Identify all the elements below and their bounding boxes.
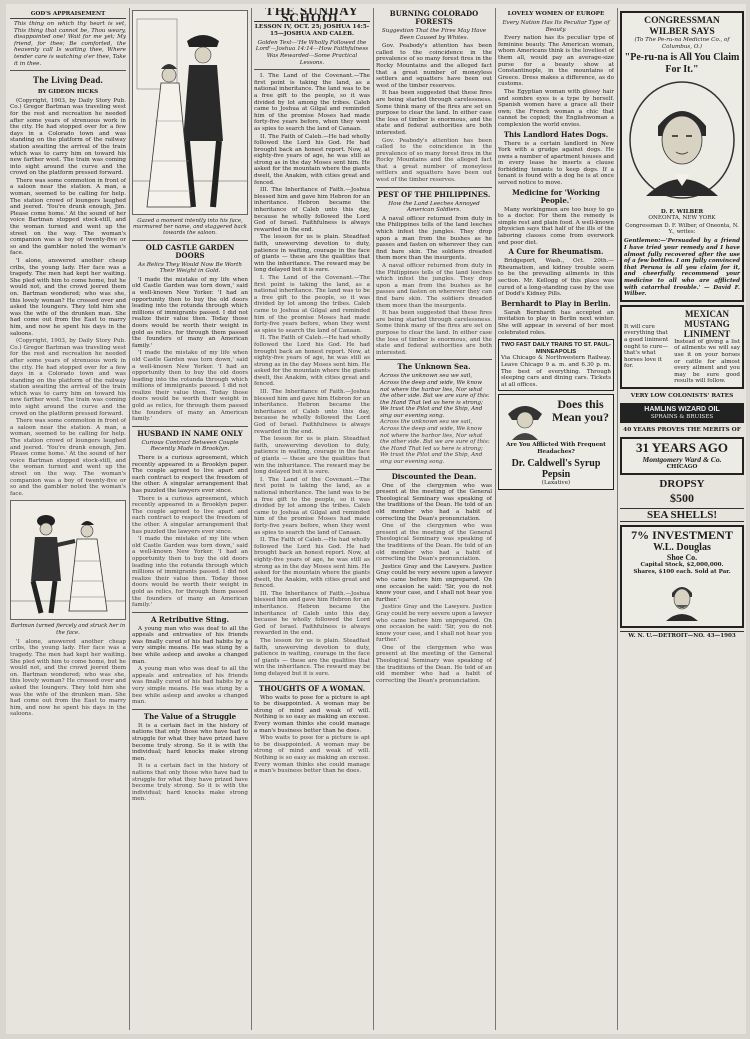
story-body: One of the clergymen who was present at the meeting of the General Theological Seminary was speaking of the traditions of the Dean. He told of an old member who had a habit of correcting the Dean's pronunciation. — [376, 523, 492, 563]
headline-husband: HUSBAND IN NAME ONLY — [137, 428, 243, 438]
illustration-couple — [132, 10, 248, 215]
lesson-body: I. The Land of the Covenant.—The first point is taking the land, as a national inheritance. The land was to be a free gift to the people, so it was divided by lot among the tribes. Caleb came to Joshua at Gilgal and reminded him of the promise Moses had made forty-five years before, when they went as spies to search the land of Canaan. — [254, 274, 370, 334]
story-body: (Copyright, 1903, by Daily Story Pub. Co.) Gregor Bartman was traveling west for the rest and recreation he needed after some years of strenuous work in the city. He had stopped over for a few days in a Colorado town and was standing on the platform of the railway station awaiting the arrival of the train which was to carry him on toward his new farther west. The train was coming into sight around the curve and the crowd on the platform pressed forward. — [10, 338, 126, 417]
railway-ad-body: Via Chicago & Northwestern Railway. Leave Chicago 9 a. m. and 6.30 p. m. The best of everything. Through sleeping cars and dining cars. Tickets at all offices. — [501, 355, 611, 388]
story-body: Gov. Peabody's attention has been called to the coincidence in the prevalence of so many forest fires in the Rocky Mountains and the alleged fact that a great number of moneyless settlers and squatters have been out west of the timber reserves. — [376, 43, 492, 89]
story-body: 'I made the mistake of my life when old Castle Garden was torn down,' said a well-known New Yorker. 'I had an opportunity then to buy the old doors leading into the rotunda through which millions of immigrants passed. I did not realize their value then. Today those doors would be worth their weight in gold as relics, for through them passed the founders of many an American family.' — [132, 536, 248, 609]
syrup-pepsin-ad — [498, 394, 614, 490]
divider — [132, 426, 248, 427]
douglas-title: W.L. Douglas — [653, 542, 711, 554]
shares-line: Shares, $100 each. Sold at Par. — [633, 568, 731, 575]
column-1 — [10, 8, 126, 1030]
lesson-body: The lesson for us is plain. Steadfast faith, unswerving devotion to duty, patience in waiting, courage in the face of giants — these are the qualities that win the inheritance. The reward may be long delayed but it is sure. — [254, 234, 370, 274]
lesson-body: I. The Land of the Covenant.—The first point is taking the land, as a national inheritance. The land was to be a free gift to the people, so it was divided by lot among the tribes. Caleb came to Joshua at Gilgal and reminded him of the promise Moses had made forty-five years before, when they went as spies to search the land of Canaan. — [254, 73, 370, 132]
column-rule — [251, 8, 252, 1030]
illustration-figures — [11, 501, 125, 619]
col1-verse: This thing on which thy heart is set, This thing that cannot be, Thou weary, disappointed one! Wait for me yet; My friend, for thee; Be comforted, the heavenly call Is waiting thee, Where tender care is watching o'er thee, Take it in thee. — [14, 21, 126, 67]
column-2 — [132, 8, 248, 1030]
ad-question: Does this Mean you? — [552, 397, 609, 425]
story-body: Who waits to pose for a picture is apt to be disappointed. A woman may be strong of mind and weak of will. Nothing is so easy as making an excuse. Every woman thinks she could manage a man's business better than he does. — [254, 735, 370, 775]
lesson-body: I. The Land of the Covenant.—The first point is taking the land, as a national inheritance. The land was to be a free gift to the people, so it was divided by lot among the tribes. Caleb came to Joshua at Gilgal and reminded him of the promise Moses had made forty-five years before, when they went as spies to search the land of Canaan. — [254, 476, 370, 536]
lesson-body: II. The Faith of Caleb.—He had wholly followed the Lord his God. He had brought back an honest report. Now, at eighty-five years of age, he was still as strong as in the day Moses sent him. He asked for the mountain where the giants dwelt, the Anakim, with cities great and fenced. — [254, 133, 370, 186]
divider — [376, 359, 492, 360]
subhead: Every Nation Has Its Peculiar Type of Beauty. — [502, 20, 610, 33]
mexican-text-block — [624, 324, 671, 370]
hamlins-ad — [620, 403, 744, 424]
headline-thoughts-woman: THOUGHTS OF A WOMAN. — [258, 683, 366, 693]
lesson-body: II. The Faith of Caleb.—He had wholly followed the Lord his God. He had brought back an honest report. Now, at eighty-five years of age, he was still as strong as in the day Moses sent him. He asked for the mountain where the giants dwelt, the Anakim, with cities great and fenced. — [254, 335, 370, 388]
montgomery-ward-ad — [620, 437, 744, 475]
story-body: One of the clergymen who was present at the meeting of the General Theological Seminary was speaking of the traditions of the Dean. He told of an old member who had a habit of correcting the Dean's pronunciation. — [376, 482, 492, 522]
poem-body: Across the unknown sea we sail, Across the deep and wide, We know not where the harbor lies, Nor what the other side. But we are sure of this: the Hand That led us here is strong; We trust the Pilot and the Ship, And sing our evening song. — [380, 373, 490, 419]
divider — [254, 681, 370, 682]
headline-colorado-forests: BURNING COLORADO FORESTS — [389, 9, 479, 26]
railway-ad-title: TWO FAST DAILY TRAINS TO ST. PAUL-MINNEAPOLIS — [501, 342, 611, 355]
lesson-body: II. The Faith of Caleb.—He had wholly followed the Lord his God. He had brought back an honest report. Now, at eighty-five years of age, he was still as strong as in the day Moses sent him. He asked for the mountain where the giants dwelt, the Anakim, with cities great and fenced. — [254, 537, 370, 590]
story-body: 'I made the mistake of my life when old Castle Garden was torn down,' said a well-known New Yorker. 'I had an opportunity then to buy the old doors leading into the rotunda through which millions of immigrants passed. I did not realize their value then. Today those doors would be worth their weight in gold as relics, for through them passed the founders of many an American family.' — [132, 276, 248, 349]
story-body: It is a certain fact in the history of nations that only those who have had to struggle for what they have prized have become truly strong. So it is with the individual; hard knocks make strong men. — [132, 722, 248, 762]
ad-product: Dr. Caldwell's Syrup Pepsin — [511, 457, 601, 480]
story-body: A young man who was deaf to all the appeals and entreaties of his friends was finally cured of his bad habits by a very simple means. He was stung by a bee while asleep and awoke a changed man. — [132, 666, 248, 706]
peruna-testimonial: Gentlemen:—'Persuaded by a friend I have tried your remedy and I have almost fully recovered after the use of a few bottles. I am fully convinced that Peruna is all you claim for it, and cheerfully recommend your medicine to all who are afflicted with catarrhal trouble.' — David F. Wilber. — [624, 238, 740, 298]
lesson-body: The lesson for us is plain. Steadfast faith, unswerving devotion to duty, patience in waiting, courage in the face of giants — these are the qualities that win the inheritance. The reward may be long delayed but it is sure. — [254, 436, 370, 476]
column-3 — [254, 8, 370, 1030]
dropsy-title: DROPSY — [659, 478, 705, 491]
story-body: (Copyright, 1903, by Daily Story Pub. Co.) Gregor Bartman was traveling west for the rest and recreation he needed after some years of strenuous work in the city. He had stopped over for a few days in a Colorado town and was standing on the platform of the railway station awaiting the arrival of the train which was to carry him on toward his new farther west. The train was coming into sight around the curve and the crowd on the platform pressed forward. — [10, 97, 126, 177]
story-body: Who waits to pose for a picture is apt to be disappointed. A woman may be strong of mind and weak of will. Nothing is so easy as making an excuse. Every woman thinks she could manage a man's business better than he does. — [254, 694, 370, 734]
hamlins-title: HAMLINS WIZARD OIL — [644, 405, 720, 413]
chicago-label: CHICAGO — [666, 464, 698, 471]
peruna-ad-headline: "Pe-ru-na is All You Claim For It." — [624, 52, 740, 76]
story-body: 'I alone, answered another cheap cribs, the young lady. Her face was a tragedy. The men had kept her waiting. She pled with him to come home, but he would not, and the crowd jeered them on. Bartman wondered; who was she, this lovely woman? He crossed over and asked the loungers. They told him she was the wife of the drunken man. She had come out from the East to marry him, and now he spent his days in the saloons. — [10, 258, 126, 337]
story-body: Gov. Peabody's attention has been called to the coincidence in the prevalence of so many forest fires in the Rocky Mountains and the alleged fact that a great number of moneyless settlers and squatters have been out west of the timber reserves. — [376, 137, 492, 184]
seashells-title: SEA SHELLS! — [620, 508, 744, 522]
illustration-figures — [133, 11, 247, 214]
years-ago-title: 31 YEARS AGO — [636, 440, 728, 456]
story-body: 'I alone, answered another cheap cribs, the young lady. Her face was a tragedy. The men had kept her waiting. She pled with him to come home, but he would not, and the crowd jeered them on. Bartman wondered; who was she, this lovely woman? He crossed over and asked the loungers. They told him she was the wife of the drunken man. She had come out from the East to marry him, and now he spent his days in the saloons. — [10, 638, 126, 718]
column-rule — [373, 8, 374, 1030]
column-5 — [498, 8, 614, 1030]
lesson-title: LESSON IV, OCT. 25; JOSHUA 14:5-15—JOSHUA AND CALEB. — [254, 24, 370, 37]
railway-ad — [498, 339, 614, 391]
byline: BY GIDEON HICKS — [37, 89, 99, 96]
divider — [254, 69, 370, 70]
divider — [376, 469, 492, 470]
story-title-living-dead: The Living Dead. — [33, 75, 103, 86]
illustration-caption: Gazed a moment intently into his face, murmured her name, and staggered back towards the saloon. — [132, 218, 247, 237]
story-body: One of the clergymen who was present at the meeting of the General Theological Seminary was speaking of the traditions of the Dean. He told of an old member who had a habit of correcting the Dean's pronunciation. — [376, 644, 492, 684]
divider — [10, 70, 126, 71]
section-header-sunday-school: THE SUNDAY SCHOOL — [254, 8, 370, 22]
column-4 — [376, 8, 492, 1030]
story-body: A naval officer returned from duty in the Philippines tells of the land leeches which infest the jungles. They drop upon a man from the bushes as he passes and fasten on wherever they can find bare skin. The soldiers dreaded them more than the insurgents. — [376, 263, 492, 309]
illustration-bartman — [10, 500, 126, 620]
newspaper-page — [6, 4, 746, 1034]
douglas-portrait — [662, 577, 702, 621]
ad-product-sub: (Laxative) — [541, 479, 571, 486]
poem-body: Across the unknown sea we sail, Across the deep and wide, We know not where the harbor lies, Nor what the other side. But we are sure of this: the Hand That led us here is strong; We trust the Pilot and the Ship, And sing our evening song. — [380, 419, 490, 466]
shoe-co-title: Shoe Co. — [666, 553, 698, 563]
divider — [376, 187, 492, 188]
portrait-name: D. F. WILBER — [660, 208, 704, 215]
headline-castle-garden: OLD CASTLE GARDEN DOORS — [145, 242, 235, 260]
story-body: Many workingmen are too busy to go to a doctor. For them the remedy is simple rest and plain food. A well-known physician says that half of the ills of the laboring classes come from overwork and poor diet. — [498, 206, 614, 246]
hamlins-sub: SPRAINS & BRUISES — [650, 413, 714, 420]
woman-portrait-icon — [502, 398, 548, 440]
subhead: Suggestion That the Fires May Have Been Caused by Whites. — [381, 28, 487, 41]
golden-text: Golden Text—'He Wholly Followed the Lord'—Joshua 14:14—How Faithfulness Was Rewarded—Some Practical Lessons. — [255, 39, 369, 66]
divider — [132, 709, 248, 710]
story-body: 'I made the mistake of my life when old Castle Garden was torn down,' said a well-known New Yorker. 'I had an opportunity then to buy the old doors leading into the rotunda through which millions of immigrants passed. I did not realize their value then. Today those doors would be worth their weight in gold as relics, for through them passed the founders of many an American family.' — [132, 350, 248, 423]
story-body: There is a curious agreement, which recently appeared in a Brooklyn paper. The couple agreed to live apart and each contract to respect the freedom of the other. A singular arrangement that has puzzled the lawyers ever since. — [132, 455, 248, 495]
wnu-footer: W. N. U.—DETROIT—NO. 43—1903 — [620, 631, 744, 640]
column-6-ads — [620, 8, 744, 1030]
story-body: There is a curious agreement, which recently appeared in a Brooklyn paper. The couple agreed to live apart and each contract to respect the freedom of the other. A singular arrangement that has puzzled the lawyers ever since. — [132, 495, 248, 535]
peruna-ad — [620, 11, 744, 302]
lesson-body: The lesson for us is plain. Steadfast faith, unswerving devotion to duty, patience in waiting, courage in the face of giants — these are the qualities that win the inheritance. The reward may be long delayed but it is sure. — [254, 638, 370, 677]
story-body: It has been suggested that these fires are being started through carelessness. Some think many of the fires are set on purpose to clear the land. In either case the loss of timber is enormous, and the state and federal authorities are both interested. — [376, 310, 492, 356]
subhead: As Relics They Would Now Be Worth Their Weight in Gold. — [138, 261, 242, 275]
years-proves-headline: 40 YEARS PROVES THE MERITS OF — [623, 427, 741, 434]
mexican-mustang-ad — [620, 305, 744, 389]
headline-rheumatism: A Cure for Rheumatism. — [508, 247, 604, 257]
story-body: There was some commotion in front of a saloon near the station. A man, a woman, seemed to be calling for help. The station crowd of loungers laughed and jeered. 'You're drunk enough, Jim. Please come home.' At the sound of her voice Bartman stopped stock-still, and the woman turned and went up the street on the way. The woman's companion was a boy of twenty-five or so and the gambler noted the woman's face. — [10, 418, 126, 497]
headline-lovely-women: LOVELY WOMEN OF EUROPE — [507, 11, 605, 17]
headline-philippines: PEST OF THE PHILIPPINES. — [377, 189, 491, 199]
peruna-caption: Congressman D. F. Wilber, of Oneonta, N. Y., writes: — [625, 222, 739, 236]
headline-bernhardt: Bernhardt to Play in Berlin. — [501, 298, 611, 308]
column-rule — [495, 8, 496, 1030]
story-body: Justice Gray and the Lawyers. Justice Gray could be very severe upon a lawyer who came before him unprepared. On one occasion he said: 'Sir, you do not know your case, and I shall not hear you further.' — [376, 604, 492, 644]
poem-title: The Unknown Sea. — [397, 362, 471, 372]
ad-line: Are You Afflicted With Frequent Headaches? — [506, 442, 606, 455]
story-body: It is a certain fact in the history of nations that only those who have had to struggle for what they have prized have become truly strong. So it is with the individual; hard knocks make strong men. — [132, 763, 248, 803]
capital-line: Capital Stock, $2,000,000. — [640, 562, 724, 569]
column-rule — [129, 8, 130, 1030]
subhead: How the Land Leeches Annoyed American Soldiers. — [388, 200, 480, 214]
divider — [132, 612, 248, 613]
headline-landlord: This Landlord Hates Dogs. — [503, 129, 609, 139]
mexican-title: MEXICAN MUSTANG LINIMENT — [683, 308, 731, 339]
price-title: $500 — [670, 491, 694, 506]
story-body: Justice Gray and the Lawyers. Justice Gray could be very severe upon a lawyer who came before him unprepared. On one occasion he said: 'Sir, you do not know your case, and I shall not hear you further.' — [376, 563, 492, 603]
headline-retributive: A Retributive Sting. — [151, 614, 229, 624]
lesson-body: III. The Inheritance of Faith.—Joshua blessed him and gave him Hebron for an inheritance. Hebron became the inheritance of Caleb unto this day, because he wholly followed the Lord God of Israel. Faithfulness is always rewarded in the end. — [254, 389, 370, 435]
story-body: It has been suggested that these fires are being started through carelessness. Some think many of the fires are set on purpose to clear the land. In either case the loss of timber is enormous, and the state and federal authorities are both interested. — [376, 90, 492, 136]
story-body: Bridgeport, Wash., Oct. 20th.—Rheumatism, and kidney trouble seem to be the prevailing ailments in this section. Mr. Kellogg of this place was cured of a long-standing case by the use of Dodd's Kidney Pills. — [498, 258, 614, 298]
peruna-ad-sub: (To The Pe-ru-na Medicine Co., of Columbus, O.) — [634, 37, 730, 50]
montgomery-title: Montgomery Ward & Co. — [642, 455, 722, 465]
low-rates-headline: VERY LOW COLONISTS' RATES — [630, 392, 734, 399]
story-body: There was some commotion in front of a saloon near the station. A man, a woman, seemed to be calling for help. The station crowd of loungers laughed and jeered. 'You're drunk enough, Jim. Please come home.' At the sound of her voice Bartman stopped stock-still, and the woman turned and went up the street on the way. The woman's companion was a boy of twenty-five or so and the gambler noted the woman's face. — [10, 177, 126, 257]
story-body: Every nation has its peculiar type of feminine beauty. The American woman, whom Americans think is the loveliest of them all, would pay an average-size purse for a beauty show at Constantinople, in the mountains of Greece. Dress makes a difference, as do customs. — [498, 35, 614, 88]
investment-title: 7% INVESTMENT — [631, 528, 733, 543]
mexican-side: It will cure everything that a good liniment ought to cure—that's what horses love it for. — [624, 323, 669, 370]
story-body: Sarah Bernhardt has accepted an invitation to play in Berlin next winter. She will appear in several of her most celebrated roles. — [498, 309, 614, 336]
lesson-body: III. The Inheritance of Faith.—Joshua blessed him and gave him Hebron for an inheritance. Hebron became the inheritance of Caleb unto this day, because he wholly followed the Lord God of Israel. Faithfulness is always rewarded in the end. — [254, 187, 370, 233]
peruna-ad-title: CONGRESSMAN WILBER SAYS — [644, 15, 720, 37]
mexican-text: Instead of giving a list of ailments we will say use it on your horses or cattle for almost every ailment and you may be sure good results will follow. — [674, 338, 740, 385]
divider — [132, 240, 248, 241]
story-body: There is a certain landlord in New York with a grudge against dogs. He owns a number of apartment houses and in every lease he inserts a clause forbidding tenants to keep dogs. If a tenant is found with a dog he is at once served notice to move. — [498, 140, 614, 187]
headline-medicine: Medicine for 'Working People.' — [512, 187, 600, 205]
story-body: A young man who was deaf to all the appeals and entreaties of his friends was finally cured of his bad habits by a very simple means. He was stung by a bee while asleep and awoke a changed man. — [132, 625, 248, 665]
headline-discounted-dean: Discounted the Dean. — [391, 471, 477, 481]
story-body: A naval officer returned from duty in the Philippines tells of the land leeches which infest the jungles. They drop upon a man from the bushes as he passes and fasten on wherever they can find bare skin. The soldiers dreaded them more than the insurgents. — [376, 215, 492, 262]
mexican-title-block — [674, 309, 740, 385]
illustration-caption: Bartman turned fiercely and struck her in the face. — [10, 623, 126, 636]
congressman-portrait — [624, 78, 740, 206]
headline-struggle: The Value of a Struggle — [143, 711, 237, 721]
story-body: The Egyptian woman with glossy hair and sombre eyes is a type by herself. Spanish women have a grace all their own; the French woman a chic that cannot be copied; the Englishwoman a complexion the world envies. — [498, 88, 614, 128]
column-rule — [617, 8, 618, 1030]
portrait-place: ONEONTA, NEW YORK — [648, 215, 716, 222]
col1-header: GOD'S APPRAISEMENT — [10, 10, 126, 19]
lesson-body: III. The Inheritance of Faith.—Joshua blessed him and gave him Hebron for an inheritance. Hebron became the inheritance of Caleb unto this day, because he wholly followed the Lord God of Israel. Faithfulness is always rewarded in the end. — [254, 590, 370, 637]
subhead: Curious Contract Between Couple Recently Made in Brooklyn. — [141, 439, 239, 453]
douglas-investment-ad — [620, 525, 744, 628]
